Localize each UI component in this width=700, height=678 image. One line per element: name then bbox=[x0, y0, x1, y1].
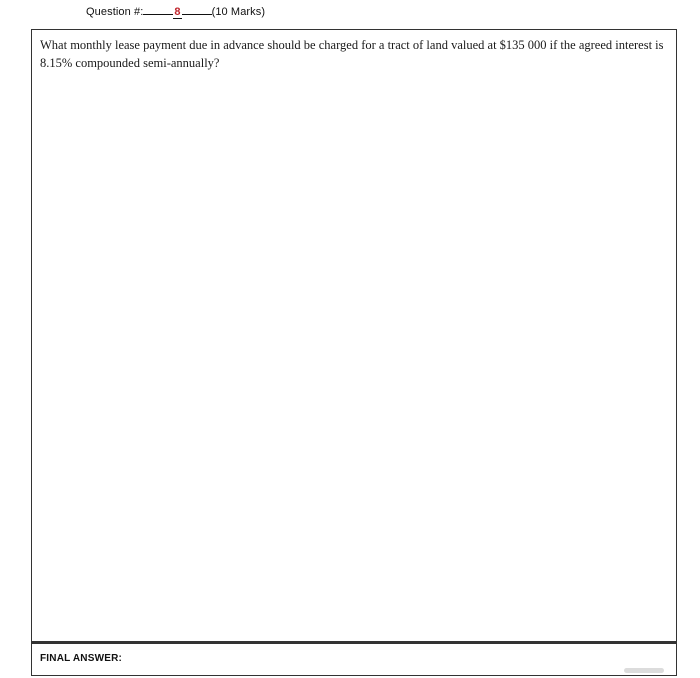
blank-line bbox=[182, 4, 212, 15]
scroll-smudge bbox=[624, 668, 664, 673]
question-number: 8 bbox=[174, 6, 181, 18]
marks-label: (10 Marks) bbox=[211, 6, 266, 18]
question-label: Question #: bbox=[86, 6, 144, 18]
question-text: What monthly lease payment due in advance should be charged for a tract of land valued at $135 000 if the agreed interest is 8.15% compounded semi-annually? bbox=[40, 38, 664, 70]
question-box bbox=[31, 29, 677, 642]
final-answer-label: FINAL ANSWER: bbox=[40, 653, 123, 664]
blank-line bbox=[143, 4, 173, 15]
question-header bbox=[86, 4, 265, 18]
final-answer-box[interactable] bbox=[31, 642, 677, 676]
